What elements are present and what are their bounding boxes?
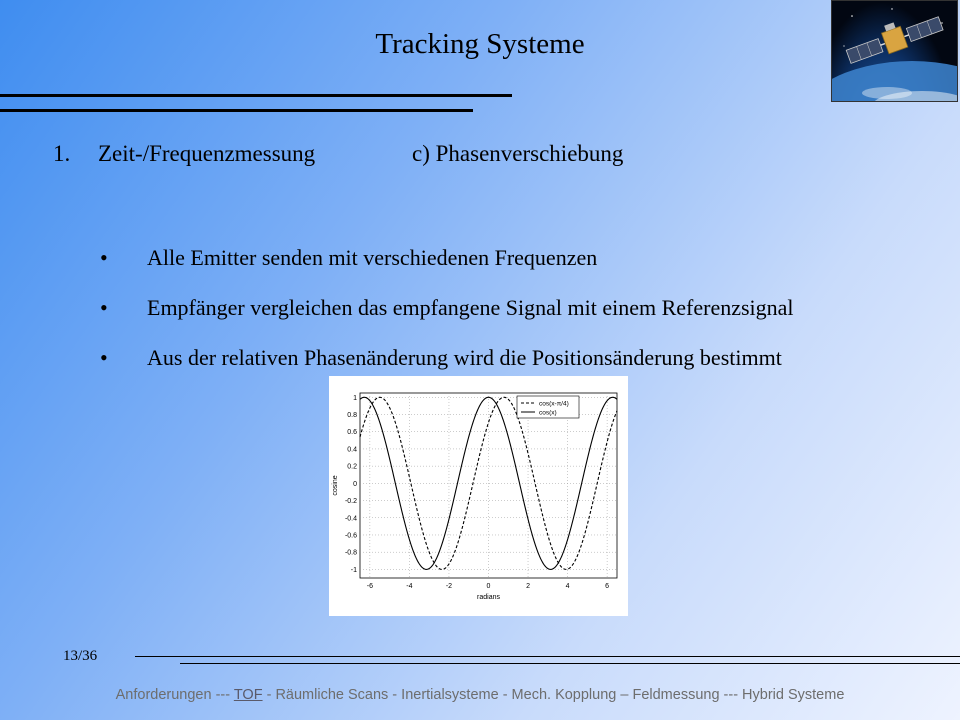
heading-subtitle: c) Phasenverschiebung: [412, 141, 624, 166]
bullet-item: [100, 295, 794, 321]
cosine-chart: [329, 376, 628, 616]
bullet-dot: •: [100, 295, 108, 320]
bullet-dot: •: [100, 245, 108, 270]
y-tick-label: -0.6: [344, 532, 357, 540]
cosine-chart-figure: [329, 376, 628, 616]
bullet-text: Empfänger vergleichen das empfangene Signal mit einem Referenzsignal: [147, 295, 794, 320]
x-tick-label: -2: [445, 583, 453, 590]
x-tick-label: -4: [406, 583, 413, 590]
y-tick-label: 0.4: [347, 446, 357, 454]
satellite-icon: [831, 0, 958, 102]
bullet-text: Aus der relativen Phasenänderung wird die Positionsänderung bestimmt: [147, 345, 782, 370]
x-tick-label: 4: [565, 583, 570, 590]
x-tick-label: 6: [605, 583, 610, 590]
y-tick-label: 1: [353, 394, 357, 402]
title-underline-top: [0, 94, 512, 97]
x-tick-label: -6: [366, 583, 374, 590]
y-tick-label: 0.6: [347, 429, 357, 437]
slide-title: Tracking Systeme: [375, 28, 585, 60]
footer-line-top: [135, 656, 960, 657]
footer-line-bottom: [180, 663, 960, 664]
y-tick-label: 0.8: [347, 412, 357, 420]
bullet-dot: •: [100, 345, 108, 370]
legend-label: cos(x): [539, 409, 557, 417]
y-tick-label: 0: [353, 480, 357, 488]
y-tick-label: -0.2: [344, 498, 357, 506]
bullet-text: Alle Emitter senden mit verschiedenen Frequenzen: [147, 245, 598, 270]
heading-number: 1.: [53, 141, 71, 166]
footer-separator: ---: [211, 687, 234, 703]
x-tick-label: 2: [526, 583, 530, 590]
footer-link-rest[interactable]: - Räumliche Scans - Inertialsysteme - Mech. Kopplung – Feldmessung --- Hybrid Systeme: [262, 687, 845, 703]
y-axis-label: cosine: [332, 475, 339, 496]
x-axis-label: radians: [477, 594, 500, 601]
page-number: 13/36: [63, 648, 98, 664]
heading-text: Zeit-/Frequenzmessung: [98, 141, 316, 166]
y-tick-label: 0.2: [347, 463, 357, 471]
bullet-item: [100, 345, 782, 371]
y-tick-label: -0.4: [344, 515, 357, 523]
legend-label: cos(x-π/4): [539, 400, 569, 408]
footer-link-anforderungen[interactable]: Anforderungen: [115, 687, 212, 703]
y-tick-label: -0.8: [344, 549, 357, 557]
y-tick-label: -1: [350, 566, 357, 574]
x-tick-label: 0: [486, 583, 491, 590]
footer-link-tof[interactable]: TOF: [233, 687, 263, 703]
bullet-item: [100, 245, 597, 271]
footer-navigation: [0, 687, 960, 703]
title-underline-bottom: [0, 109, 473, 112]
